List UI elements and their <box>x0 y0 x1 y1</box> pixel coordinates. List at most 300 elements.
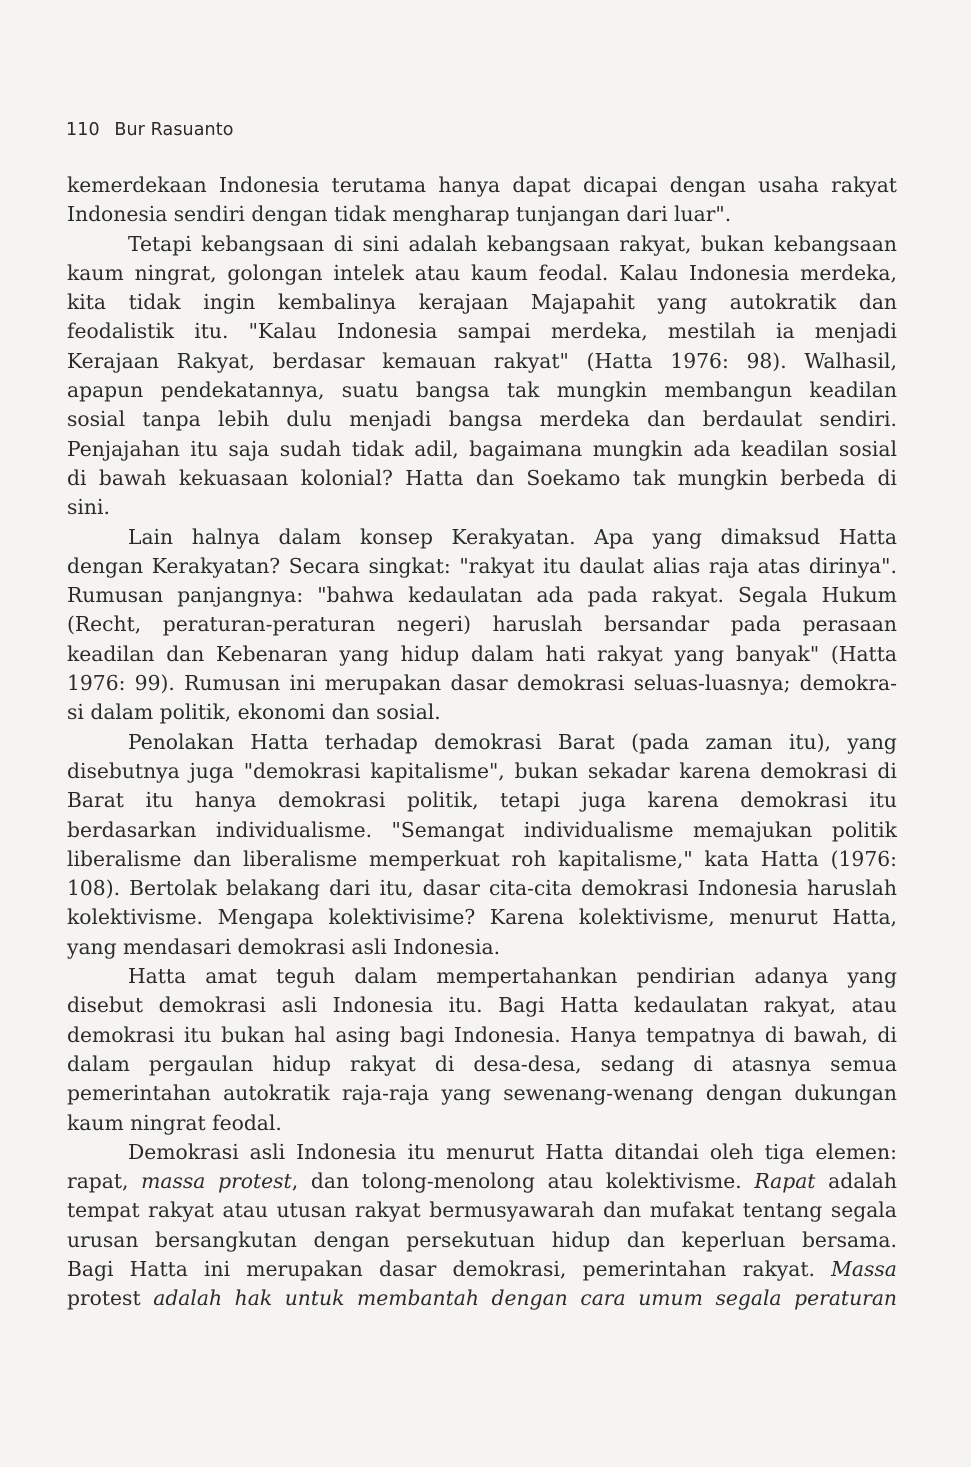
word: raja-raja <box>341 1081 430 1106</box>
word <box>715 1284 781 1313</box>
text-line <box>67 1079 897 1108</box>
word: mungkin <box>556 378 647 403</box>
word: konsep <box>360 524 433 549</box>
word: rakyat <box>597 641 663 666</box>
text-line <box>67 640 897 669</box>
word: haruslah <box>492 612 583 637</box>
word: bawah <box>98 465 167 490</box>
italic-term: adalah <box>153 1286 223 1311</box>
word: berdaulat <box>702 407 803 432</box>
word: "rakyat <box>459 553 535 578</box>
word: kerajaan <box>418 290 509 315</box>
word: di <box>693 1051 713 1076</box>
word: di <box>764 1022 785 1047</box>
word: Tetapi <box>128 231 192 256</box>
word: atau <box>414 260 461 285</box>
word: disebutnya <box>67 758 180 783</box>
word: ini <box>204 1256 231 1281</box>
word: sedang <box>600 1051 675 1076</box>
word: dirinya". <box>808 553 897 578</box>
word: desa-desa, <box>473 1051 582 1076</box>
word <box>754 1167 815 1196</box>
word: Hatta <box>545 1139 604 1164</box>
word: di <box>67 465 87 490</box>
word: protest <box>67 1286 141 1311</box>
word: rakyat. <box>742 1256 815 1281</box>
word: Hatta <box>129 1256 188 1281</box>
word: pendekatannya, <box>160 378 325 403</box>
word: kedaulatan <box>408 583 523 608</box>
word: Indonesia <box>296 1139 397 1164</box>
word: dan <box>166 641 205 666</box>
text-line <box>67 610 897 639</box>
word: dapat <box>512 173 571 197</box>
word: "Kalau <box>248 319 317 344</box>
word: Hatta, <box>832 905 897 930</box>
word: Hatta <box>405 465 464 490</box>
word: demokra- <box>799 671 897 696</box>
word: itu <box>407 1139 436 1164</box>
word: itu <box>190 436 218 461</box>
word: merupakan <box>324 671 442 696</box>
word <box>794 1284 897 1313</box>
word: Hatta <box>760 846 819 871</box>
word: kebangsaan <box>486 231 610 256</box>
word: itu <box>869 788 897 813</box>
text-line <box>67 288 897 317</box>
word: keadilan <box>809 378 897 403</box>
word: alias <box>652 553 701 578</box>
word: yang <box>339 641 389 666</box>
word: Indonesia <box>688 260 790 285</box>
word: intelek <box>333 260 404 285</box>
word: mungkin <box>677 465 768 490</box>
word: rakyat" <box>493 348 569 373</box>
word: terutama <box>331 173 427 197</box>
word: suatu <box>341 378 399 403</box>
word: kolektivisme. <box>605 1169 742 1194</box>
word: persekutuan <box>406 1227 536 1252</box>
word: (Hatta <box>830 641 897 666</box>
word: Barat <box>557 729 615 754</box>
word: tak <box>632 465 666 490</box>
word: demokrasi <box>158 993 267 1018</box>
word: Indonesia <box>697 876 798 901</box>
word: (pada <box>631 729 690 754</box>
word: disebut <box>67 993 144 1018</box>
word: demokrasi <box>760 758 868 783</box>
text-line <box>67 317 897 346</box>
word: dan <box>626 1227 666 1252</box>
word: dalam <box>67 1051 130 1076</box>
word: individualisme. <box>215 817 373 842</box>
word: haruslah <box>806 876 897 901</box>
word: dimaksud <box>720 524 821 549</box>
word <box>638 1284 703 1313</box>
page-number: 110 <box>66 120 100 140</box>
author-name: Bur Rasuanto <box>114 120 234 140</box>
word: dalam <box>470 641 534 666</box>
word: tidak <box>351 436 404 461</box>
word: menurut <box>729 905 818 930</box>
word: daulat <box>579 553 645 578</box>
word: "Semangat <box>391 817 505 842</box>
word: demokrasi <box>434 729 542 754</box>
word: Bagi <box>498 993 545 1018</box>
word: kita <box>67 290 107 315</box>
word: kata <box>704 846 749 871</box>
text-line <box>67 523 897 552</box>
word: merupakan <box>246 1256 363 1281</box>
word: juga <box>189 758 234 783</box>
word: protest, <box>218 1169 299 1194</box>
word: asing <box>335 1022 391 1047</box>
word: demokrasi <box>516 671 625 696</box>
word: di <box>434 1051 455 1076</box>
word: urusan <box>67 1227 139 1252</box>
word: itu <box>183 1022 212 1047</box>
text-line <box>67 435 897 464</box>
word: hidup <box>400 641 460 666</box>
word: hanya <box>194 788 257 813</box>
word: perasaan <box>802 612 897 637</box>
word: Demokrasi <box>128 1139 239 1164</box>
word: rakyat, <box>619 231 692 256</box>
text-line <box>67 1167 897 1196</box>
text-line <box>67 1255 897 1284</box>
word: kolektivisme. <box>67 905 203 930</box>
word: halnya <box>191 524 260 549</box>
word: 108). <box>67 876 121 901</box>
word: bawah, <box>793 1022 868 1047</box>
word: pemerintahan <box>582 1256 727 1281</box>
word: semua <box>830 1051 897 1076</box>
word: adalah <box>828 1169 897 1194</box>
word: rakyat <box>148 1198 214 1223</box>
word: utusan <box>276 1198 347 1223</box>
word: rakyat <box>354 1198 421 1223</box>
word: tetapi <box>500 788 560 813</box>
text-line <box>67 1050 897 1079</box>
word: merdeka, <box>800 260 897 285</box>
word: ningrat, <box>134 260 217 285</box>
word: dulu <box>286 407 332 432</box>
word: zaman <box>705 729 773 754</box>
text-line <box>67 259 897 288</box>
text-line: Indonesia sendiri dengan tidak mengharap tunjangan dari luar". <box>67 202 732 227</box>
word: kebangsaan <box>201 231 325 256</box>
word: Hukum <box>821 583 897 608</box>
word: kaum <box>471 260 528 285</box>
word: (1976: <box>830 846 897 871</box>
word: Hatta <box>128 964 187 989</box>
word: mungkin <box>592 436 683 461</box>
word: rakyat, <box>763 993 837 1018</box>
text-line <box>67 757 897 786</box>
word: dan <box>858 290 897 315</box>
word: tiga <box>764 1139 805 1164</box>
italic-term: Rapat <box>754 1169 816 1194</box>
word <box>357 1284 479 1313</box>
word: cita-cita <box>489 876 573 901</box>
italic-term: hak <box>234 1286 273 1311</box>
word: sampai <box>457 319 531 344</box>
word: rakyat <box>831 173 897 197</box>
word: (Recht, <box>67 612 142 637</box>
word: Indonesia <box>332 993 433 1018</box>
word: kaum <box>67 260 124 285</box>
word: Indonesia. <box>453 1022 561 1047</box>
word: roh <box>511 846 547 871</box>
word: demokrasi <box>581 876 689 901</box>
word: keperluan <box>681 1227 786 1252</box>
italic-term: Massa <box>831 1256 897 1281</box>
word: Kerakyatan. <box>451 524 576 549</box>
word: itu. <box>194 319 229 344</box>
word: feodal. <box>538 260 609 285</box>
word <box>831 1255 897 1284</box>
text-line <box>67 669 897 698</box>
word <box>235 1284 272 1313</box>
word: ingin <box>203 290 256 315</box>
word: "demokrasi <box>243 758 361 783</box>
word: Soekamo <box>526 465 621 490</box>
word: Hatta <box>560 993 619 1018</box>
word <box>153 1284 222 1313</box>
word: hidup <box>272 1051 331 1076</box>
text-line <box>67 464 897 493</box>
italic-term: dengan <box>491 1286 568 1311</box>
word: 98). <box>746 348 787 373</box>
word: menjadi <box>814 319 897 344</box>
word <box>580 1284 625 1313</box>
word <box>141 1167 205 1196</box>
word: merdeka, <box>550 319 648 344</box>
word: sudah <box>279 436 342 461</box>
word: saja <box>228 436 270 461</box>
word: itu. <box>448 993 483 1018</box>
word: hidup <box>551 1227 611 1252</box>
text-line <box>67 845 897 874</box>
word: ada <box>536 583 574 608</box>
word: kedaulatan <box>633 993 749 1018</box>
word: adanya <box>754 964 829 989</box>
text-line <box>67 903 897 932</box>
word: bersama. <box>801 1227 897 1252</box>
word: kolektivisime? <box>328 905 476 930</box>
word: dengan <box>705 1081 783 1106</box>
word: banyak" <box>735 641 820 666</box>
word: raja <box>708 553 749 578</box>
word: sini <box>362 231 399 256</box>
word: 1976: <box>670 348 729 373</box>
word: yang <box>652 524 703 549</box>
word: dukungan <box>794 1081 897 1106</box>
word: mempertahankan <box>436 964 618 989</box>
text-line <box>67 1226 897 1255</box>
word: tidak <box>128 290 181 315</box>
word: di <box>333 231 354 256</box>
italic-term: segala <box>715 1286 782 1311</box>
word: yang <box>674 641 725 666</box>
word: belakang <box>226 876 321 901</box>
word: sosial <box>838 436 897 461</box>
word: tentang <box>742 1198 823 1223</box>
text-line <box>67 581 897 610</box>
word: Kalau <box>619 260 679 285</box>
word: 1976: <box>67 671 126 696</box>
word: Rumusan <box>67 583 164 608</box>
word: bersandar <box>604 612 710 637</box>
word: tanpa <box>142 407 201 432</box>
word: itu <box>145 788 174 813</box>
text-line <box>67 230 897 259</box>
word: yang <box>847 729 897 754</box>
word: dengan <box>669 173 746 197</box>
word: autokratik <box>223 1081 330 1106</box>
word: pergaulan <box>148 1051 254 1076</box>
word: oleh <box>709 1139 754 1164</box>
word: pemerintahan <box>67 1081 211 1106</box>
word: di <box>877 465 897 490</box>
italic-term: protest <box>218 1169 292 1194</box>
word: atau <box>851 993 897 1018</box>
word: keadilan <box>67 641 155 666</box>
word: ada <box>693 436 731 461</box>
word: Bagi <box>67 1256 114 1281</box>
text-line <box>67 962 897 991</box>
word: Mengapa <box>217 905 314 930</box>
word: Penjajahan <box>67 436 180 461</box>
word: dasar <box>422 876 480 901</box>
word: tempat <box>67 1198 140 1223</box>
text-line: sini. <box>67 495 110 520</box>
word: Karena <box>489 905 565 930</box>
word: golongan <box>227 260 323 285</box>
word: dicapai <box>582 173 658 197</box>
word: usaha <box>758 173 819 197</box>
text-line <box>67 991 897 1020</box>
text-line <box>67 1284 897 1313</box>
word: pada <box>730 612 781 637</box>
word: apapun <box>67 378 144 403</box>
word: kembalinya <box>277 290 397 315</box>
word: bagi <box>399 1022 445 1047</box>
word: demokrasi <box>67 1022 175 1047</box>
running-head <box>66 120 234 140</box>
word: ia <box>775 319 795 344</box>
word: dari <box>329 876 371 901</box>
word: kolonial? <box>300 465 393 490</box>
word: kemauan <box>382 348 477 373</box>
word: kapitalisme", <box>370 758 505 783</box>
word: tempatnya <box>646 1022 756 1047</box>
word: Kebenaran <box>216 641 328 666</box>
italic-term: peraturan <box>794 1286 897 1311</box>
word: atau <box>547 1169 594 1194</box>
word: demokrasi <box>740 788 848 813</box>
word: yang <box>657 290 708 315</box>
text-line <box>67 1196 897 1225</box>
text-line <box>67 347 897 376</box>
word: Hanya <box>570 1022 637 1047</box>
word: hanya <box>438 173 501 197</box>
text-line <box>67 1138 897 1167</box>
word: berdasar <box>272 348 365 373</box>
word: rapat, <box>67 1169 129 1194</box>
word: Indonesia <box>337 319 438 344</box>
word: bermusyawarah <box>429 1198 595 1223</box>
word: kebangsaan <box>773 231 897 256</box>
word: sekadar <box>587 758 670 783</box>
word: juga <box>581 788 626 813</box>
word: terhadap <box>324 729 418 754</box>
word: Majapahit <box>530 290 635 315</box>
word: dasar <box>379 1256 437 1281</box>
word: rakyat. <box>651 583 724 608</box>
word: individualisme <box>523 817 674 842</box>
word: politik <box>831 817 897 842</box>
word: Lain <box>128 524 174 549</box>
word: demokrasi <box>278 788 386 813</box>
word: dan <box>310 1169 350 1194</box>
word: feodalistik <box>67 319 175 344</box>
word: hal <box>294 1022 326 1047</box>
word: bukan <box>514 758 579 783</box>
text-line <box>67 1021 897 1050</box>
word: kemerdekaan <box>67 173 207 197</box>
italic-term: cara <box>580 1286 626 1311</box>
word: dan <box>647 407 686 432</box>
word: rakyat <box>350 1051 416 1076</box>
word: liberalisme <box>67 846 182 871</box>
word: yang <box>441 1081 491 1106</box>
word: pendirian <box>636 964 736 989</box>
word: Rakyat, <box>176 348 255 373</box>
word: adil, <box>414 436 459 461</box>
word: membangun <box>664 378 793 403</box>
word: demokrasi, <box>452 1256 567 1281</box>
text-line <box>67 786 897 815</box>
word: amat <box>205 964 257 989</box>
word: tak <box>506 378 540 403</box>
text-line <box>67 171 897 200</box>
word: karena <box>647 788 719 813</box>
word: negeri) <box>396 612 472 637</box>
word: hati <box>545 641 586 666</box>
text-line <box>67 376 897 405</box>
word: ditandai <box>614 1139 699 1164</box>
text-line <box>67 405 897 434</box>
word: memajukan <box>693 817 813 842</box>
word: mestilah <box>667 319 756 344</box>
word: peraturan-peraturan <box>162 612 376 637</box>
word: Rumusan <box>184 671 281 696</box>
word: "bahwa <box>317 583 395 608</box>
text-line <box>67 874 897 903</box>
word: asli <box>281 993 318 1018</box>
word: dalam <box>278 524 342 549</box>
italic-term: umum <box>638 1286 703 1311</box>
italic-term: membantah <box>357 1286 479 1311</box>
word: Segala <box>738 583 808 608</box>
word: Walhasil, <box>804 348 897 373</box>
word: Secara <box>288 553 360 578</box>
word: elemen: <box>815 1139 897 1164</box>
word: kekuasaan <box>178 465 289 490</box>
word: Kerajaan <box>67 348 159 373</box>
word: itu <box>542 553 571 578</box>
